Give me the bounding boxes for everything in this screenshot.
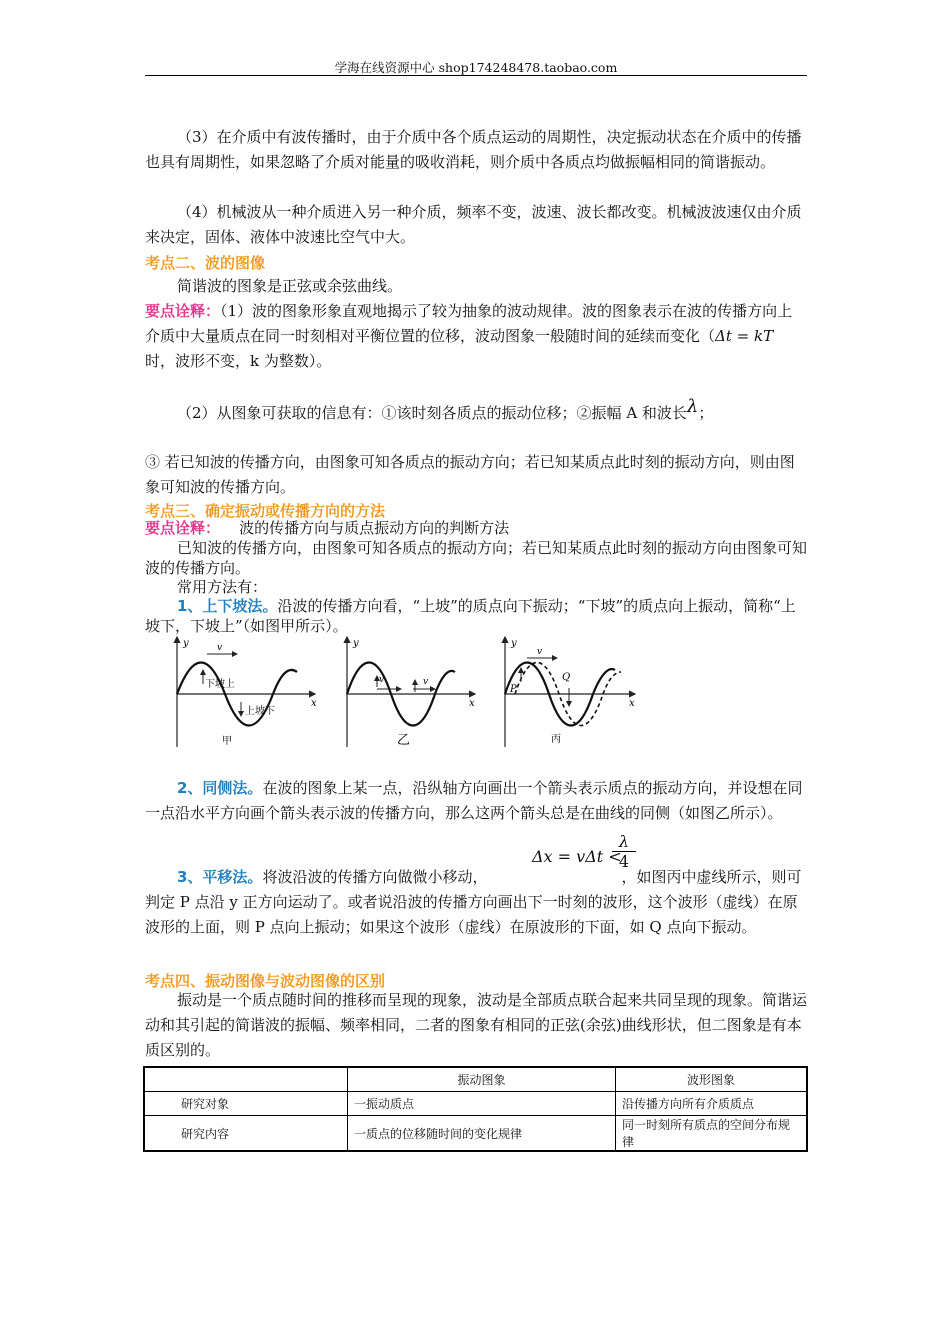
figure-c [505,637,635,747]
figure-a [177,637,317,747]
x-label: x [469,698,475,709]
table-header-row: 振动图象 波形图象 [144,1067,807,1092]
x-label: x [311,698,317,709]
downslope-up-label: 下坡上 [205,679,235,690]
kp2-p1b: 时，波形不变，k 为整数）。 [145,352,332,370]
method-3: 3、平移法。将波沿波的传播方向做微小移动， ，如图丙中虚线所示，则可判定 P 点沿 y 正方向运动了。或者说沿波的传播方向画出下一时刻的波形，这个波形（虚线）在原波形的上面，则 P 点向上振动；如果这个波形（虚线）在原波形的下面，如 Q 点向下振动。 [145,868,802,936]
section-title-kp3: 考点三、确定振动或传播方向的方法 [145,502,386,520]
page-header: 学海在线资源中心 shop174248478.taobao.com [334,60,618,75]
v-label: v [537,647,543,657]
kp2-point-1 [145,299,807,374]
formula-dx: Δx = vΔt < [532,847,622,866]
section-title-kp4: 考点四、振动图像与波动图像的区别 [145,972,386,990]
y-label: y [183,638,189,649]
paragraph-4: （4）机械波从一种介质进入另一种介质，频率不变，波速、波长都改变。机械波波速仅由介质来决定，固体、液体中波速比空气中大。 [145,203,802,246]
upslope-down-label: 上坡下 [245,706,275,717]
v-label: v [379,675,385,685]
table-row: 研究内容 一质点的位移随时间的变化规律 同一时刻所有质点的空间分布规律 [144,1116,807,1152]
caption-c: 丙 [551,734,561,745]
method-2: 2、同侧法。在波的图象上某一点，沿纵轴方向画出一个箭头表示质点的振动方向，并设想在同一点沿水平方向画个箭头表示波的传播方向，那么这两个箭头总是在曲线的同侧（如图乙所示）。 [145,779,803,822]
v-label-2: v [423,677,429,687]
formula-dt-kT: Δt = kT [715,327,774,345]
kp3-label-line: 要点诠释： 波的传播方向与质点振动方向的判断方法 [145,519,510,537]
header-rule [145,75,807,76]
paragraph-3: （3）在介质中有波传播时，由于介质中各个质点运动的周期性，决定振动状态在介质中的传播也具有周期性，如果忽略了介质对能量的吸收消耗，则介质中各质点均做振幅相同的简谐振动。 [145,128,802,171]
v-label: v [217,643,223,653]
comparison-table [143,1066,808,1152]
kp2-p1a: （1）波的图象形象直观地揭示了较为抽象的波动规律。波的图象表示在波的传播方向上介质中大量质点在同一时刻相对平衡位置的位移，波动图象一般随时间的延续而变化（ [145,302,793,345]
kp4-text: 振动是一个质点随时间的推移而呈现的现象，波动是全部质点联合起来共同呈现的现象。简谐运动和其引起的简谐波的振幅、频率相同，二者的图象有相同的正弦(余弦)曲线形状，但二图象是有本质区别的。 [145,991,808,1059]
kp3-line-2: 常用方法有： [177,578,268,596]
method-1: 1、上下坡法。沿波的传播方向看，“上坡”的质点向下振动；“下坡”的质点向上振动，简称“上坡下，下坡上”（如图甲所示）。 [145,597,796,635]
formula-fraction: λ 4 [612,832,636,871]
x-label: x [629,698,635,709]
wave-figures [165,632,645,754]
key-point-label: 要点诠释： [145,302,221,320]
caption-a: 甲 [222,736,232,747]
kp2-point-3: ③ 若已知波的传播方向，由图象可知各质点的振动方向；若已知某质点此时刻的振动方向，则由图象可知波的传播方向。 [145,453,795,496]
figure-b [347,637,475,748]
y-label: y [353,638,359,649]
lambda-symbol: λ [686,396,699,417]
p-label: P [510,684,517,695]
kp3-line-1: 已知波的传播方向，由图象可知各质点的振动方向；若已知某质点此时刻的振动方向由图象可知波的传播方向。 [145,539,808,577]
table-row: 研究对象 一振动质点 沿传播方向所有介质质点 [144,1092,807,1116]
section-title-kp2: 考点二、波的图像 [145,254,266,272]
kp2-intro: 简谐波的图象是正弦或余弦曲线。 [177,277,403,295]
caption-b: 乙 [397,733,411,748]
q-label: Q [562,672,571,683]
y-label: y [511,638,517,649]
kp2-point-2: （2）从图象可获取的信息有：①该时刻各质点的振动位移；②振幅 A 和波长λ； [177,396,714,422]
